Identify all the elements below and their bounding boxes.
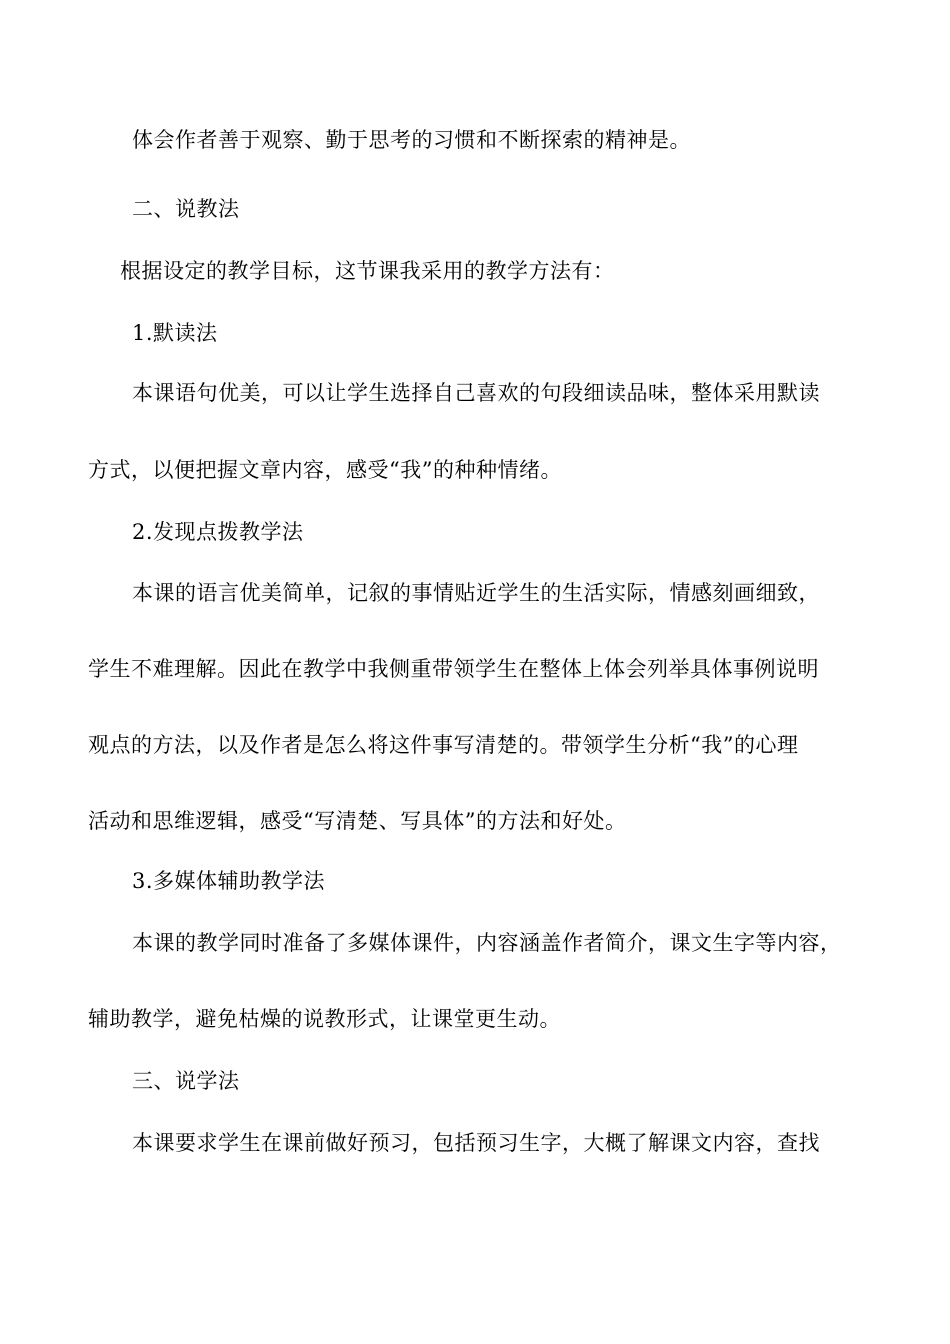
paragraph-line: 体会作者善于观察、勤于思考的习惯和不断探索的精神是。 [132,128,691,152]
paragraph-line: 方式，以便把握文章内容，感受“我”的种种情绪。 [88,458,562,482]
section-heading: 三、说学法 [132,1069,240,1093]
subsection-heading: 2.发现点拨教学法 [132,520,304,544]
paragraph-line: 根据设定的教学目标，这节课我采用的教学方法有： [120,259,615,283]
section-heading: 二、说教法 [132,197,240,221]
subsection-heading: 3.多媒体辅助教学法 [132,869,326,893]
paragraph-line: 辅助教学，避免枯燥的说教形式，让课堂更生动。 [88,1007,561,1031]
paragraph-line: 学生不难理解。因此在教学中我侧重带领学生在整体上体会列举具体事例说明 [88,657,819,681]
paragraph-line: 本课要求学生在课前做好预习，包括预习生字，大概了解课文内容，查找 [132,1131,820,1155]
paragraph-line: 本课语句优美，可以让学生选择自己喜欢的句段细读品味，整体采用默读 [132,381,820,405]
paragraph-line: 观点的方法，以及作者是怎么将这件事写清楚的。带领学生分析“我”的心理 [88,733,799,757]
subsection-heading: 1.默读法 [132,321,218,345]
paragraph-line: 本课的语言优美简单，记叙的事情贴近学生的生活实际，情感刻画细致， [132,581,820,605]
paragraph-line: 活动和思维逻辑，感受“写清楚、写具体”的方法和好处。 [88,809,627,833]
paragraph-line: 本课的教学同时准备了多媒体课件，内容涵盖作者简介，课文生字等内容， [132,931,842,955]
